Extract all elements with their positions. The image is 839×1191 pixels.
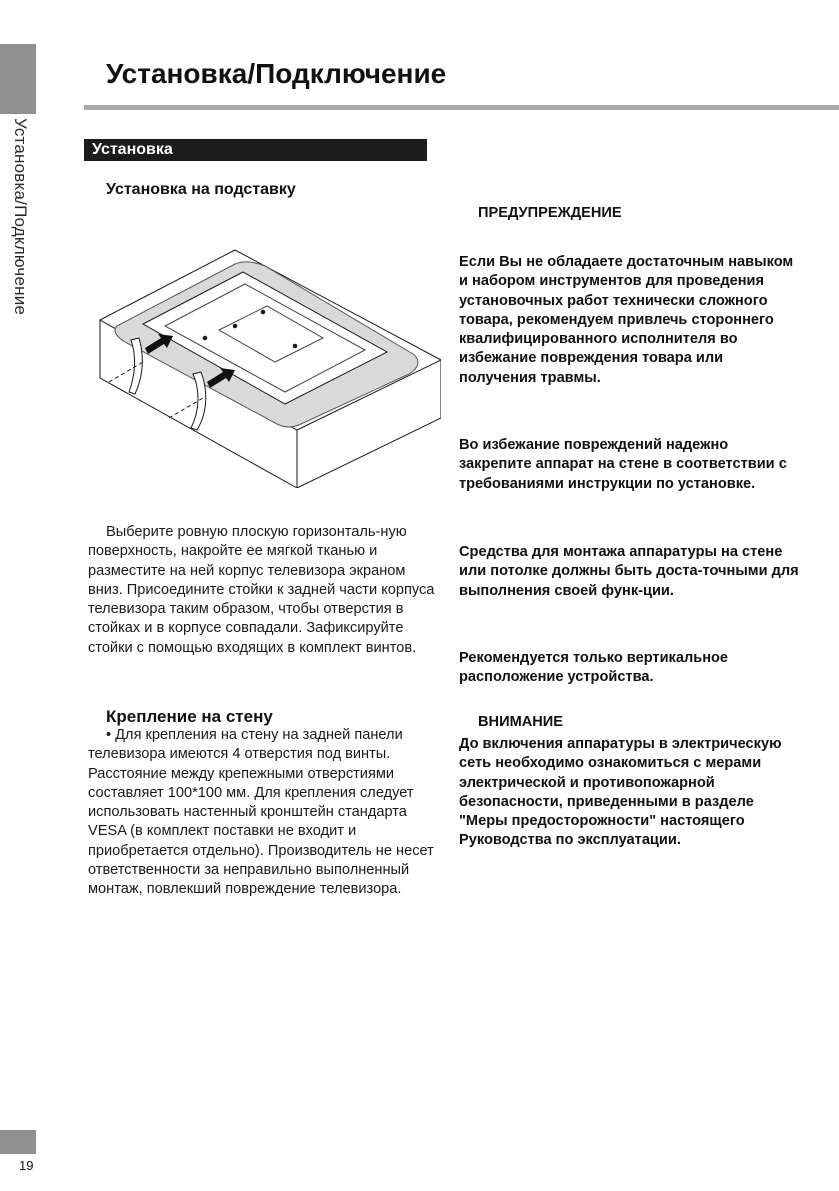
- side-section-label: Установка/Подключение: [11, 118, 30, 316]
- attention-paragraph: До включения аппаратуры в электрическую сеть необходимо ознакомиться с мерами электрической и противопожарной безопасности, приведенными в разделе "Меры предосторожности" настоящего Руководства по эксплуатации.: [459, 736, 782, 849]
- warning-paragraph-3: Средства для монтажа аппаратуры на стене или потолке должны быть доста-точными для выполнения своей функ-ции.: [459, 544, 799, 599]
- tv-stand-assembly-illustration: [95, 242, 441, 488]
- wall-mount-heading: Крепление на стену: [106, 707, 273, 726]
- footer-tab-marker: [0, 1130, 36, 1154]
- warning-paragraph-4: Рекомендуется только вертикальное расположение устройства.: [459, 650, 729, 686]
- page-title: Установка/Подключение: [106, 58, 447, 89]
- warning-paragraph-1: Если Вы не обладаете достаточным навыком и набором инструментов для проведения установочных работ технически сложного товара, рекомендуем привлечь стороннего квалифицированного исполнителя во избежание повреждения товара или получения травмы.: [459, 254, 794, 386]
- stand-install-text: Выберите ровную плоскую горизонталь-ную поверхность, накройте ее мягкой тканью и разместите на ней корпус телевизора экраном вниз. Присоедините стойки к задней части корпуса телевизора таким образом, чтобы отверстия в стойках и в корпусе совпадали. Зафиксируйте стойки с помощью входящих в комплект винтов.: [88, 524, 435, 656]
- stand-install-heading: Установка на подставку: [106, 181, 296, 198]
- warning-paragraph-2: Во избежание повреждений надежно закрепите аппарат на стене в соответствии с требованиями инструкции по установке.: [459, 437, 787, 492]
- page-number: 19: [19, 1158, 34, 1173]
- attention-label: ВНИМАНИЕ: [478, 714, 564, 730]
- warning-label: ПРЕДУПРЕЖДЕНИЕ: [478, 205, 622, 221]
- section-header-bar: Установка: [84, 139, 427, 161]
- title-divider: [84, 105, 839, 110]
- side-tab-marker: [0, 44, 36, 114]
- stand-install-paragraph: [88, 523, 444, 658]
- stand-right: [191, 372, 206, 430]
- wall-mount-paragraph: [88, 726, 444, 900]
- wall-mount-text: • Для крепления на стену на задней панели телевизора имеются 4 отверстия под винты. Расстояние между крепежными отверстиями составляет 100*100 мм. Для крепления следует использовать настенный кронштейн стандарта VESA (в комплект поставки не входит и приобретается отдельно). Производитель не несет ответственности за неправильно выполненный монтаж, повлекший повреждение телевизора.: [88, 727, 434, 898]
